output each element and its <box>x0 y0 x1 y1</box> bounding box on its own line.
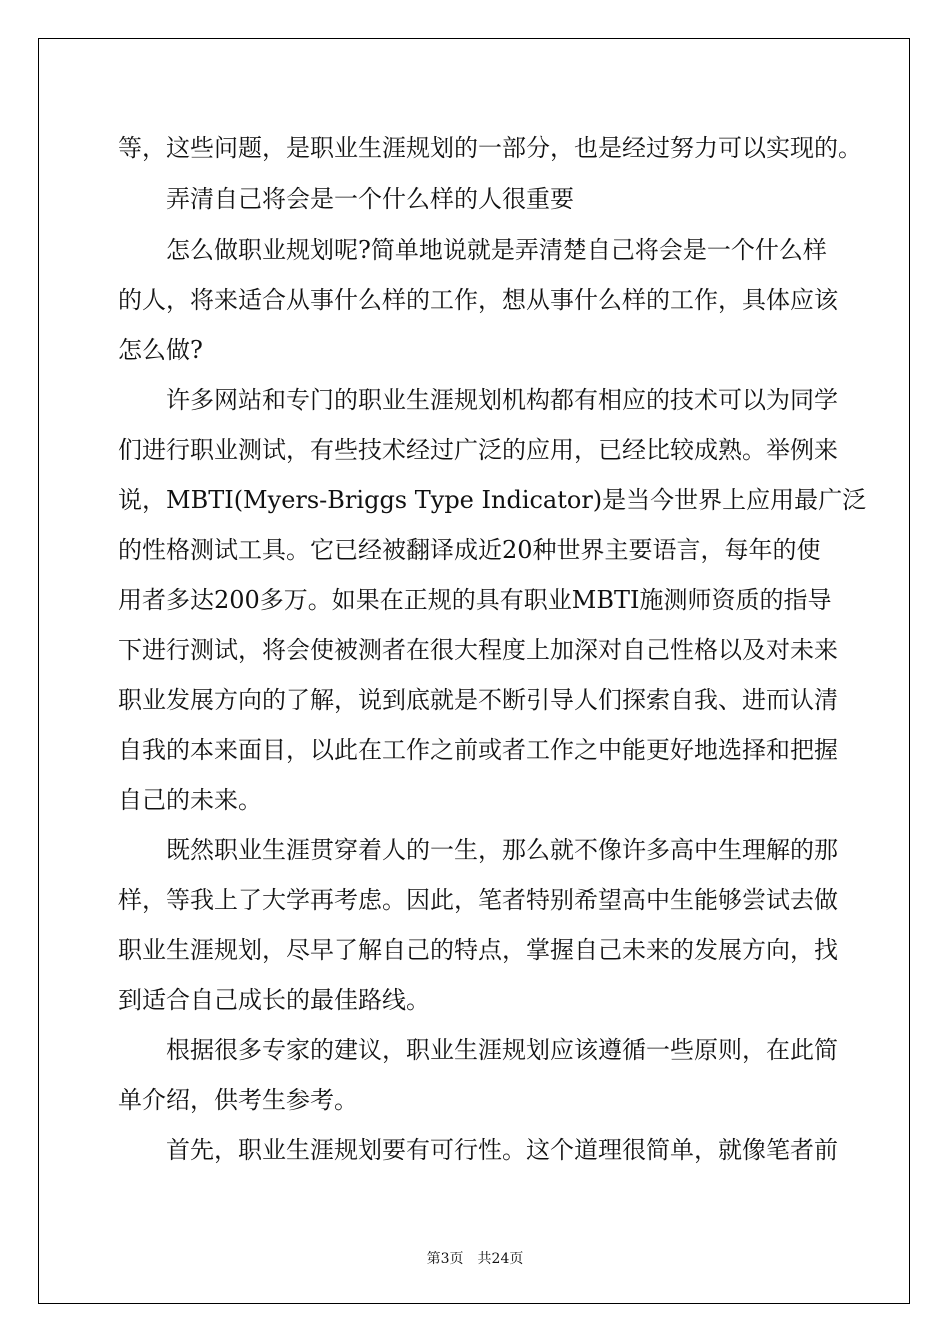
text-line: 说，MBTI(Myers-Briggs Type Indicator)是当今世界上应用最广泛 <box>118 486 867 514</box>
text-line: 等，这些问题，是职业生涯规划的一部分，也是经过努力可以实现的。 <box>118 134 862 162</box>
text-line: 单介绍，供考生参考。 <box>118 1086 358 1114</box>
text-line: 到适合自己成长的最佳路线。 <box>118 986 430 1014</box>
text-line: 职业生涯规划，尽早了解自己的特点，掌握自己未来的发展方向，找 <box>118 936 838 964</box>
section-heading: 弄清自己将会是一个什么样的人很重要 <box>166 185 574 213</box>
text-line: 职业发展方向的了解，说到底就是不断引导人们探索自我、进而认清 <box>118 686 838 714</box>
text-line: 根据很多专家的建议，职业生涯规划应该遵循一些原则，在此简 <box>166 1036 838 1064</box>
text-line: 下进行测试，将会使被测者在很大程度上加深对自己性格以及对未来 <box>118 636 838 664</box>
text-line: 用者多达200多万。如果在正规的具有职业MBTI施测师资质的指导 <box>118 586 832 614</box>
text-line: 既然职业生涯贯穿着人的一生，那么就不像许多高中生理解的那 <box>166 836 838 864</box>
text-line: 样，等我上了大学再考虑。因此，笔者特别希望高中生能够尝试去做 <box>118 886 838 914</box>
text-line: 自己的未来。 <box>118 786 262 814</box>
text-line: 自我的本来面目，以此在工作之前或者工作之中能更好地选择和把握 <box>118 736 838 764</box>
text-line: 的性格测试工具。它已经被翻译成近20种世界主要语言，每年的使 <box>118 536 821 564</box>
text-line: 首先，职业生涯规划要有可行性。这个道理很简单，就像笔者前 <box>166 1136 838 1164</box>
text-line: 许多网站和专门的职业生涯规划机构都有相应的技术可以为同学 <box>166 386 838 414</box>
text-line: 怎么做? <box>118 336 203 364</box>
text-line: 的人，将来适合从事什么样的工作，想从事什么样的工作，具体应该 <box>118 286 838 314</box>
text-line: 们进行职业测试，有些技术经过广泛的应用，已经比较成熟。举例来 <box>118 436 838 464</box>
page-footer: 第3页 共24页 <box>426 1251 524 1267</box>
text-line: 怎么做职业规划呢?简单地说就是弄清楚自己将会是一个什么样 <box>166 236 827 264</box>
